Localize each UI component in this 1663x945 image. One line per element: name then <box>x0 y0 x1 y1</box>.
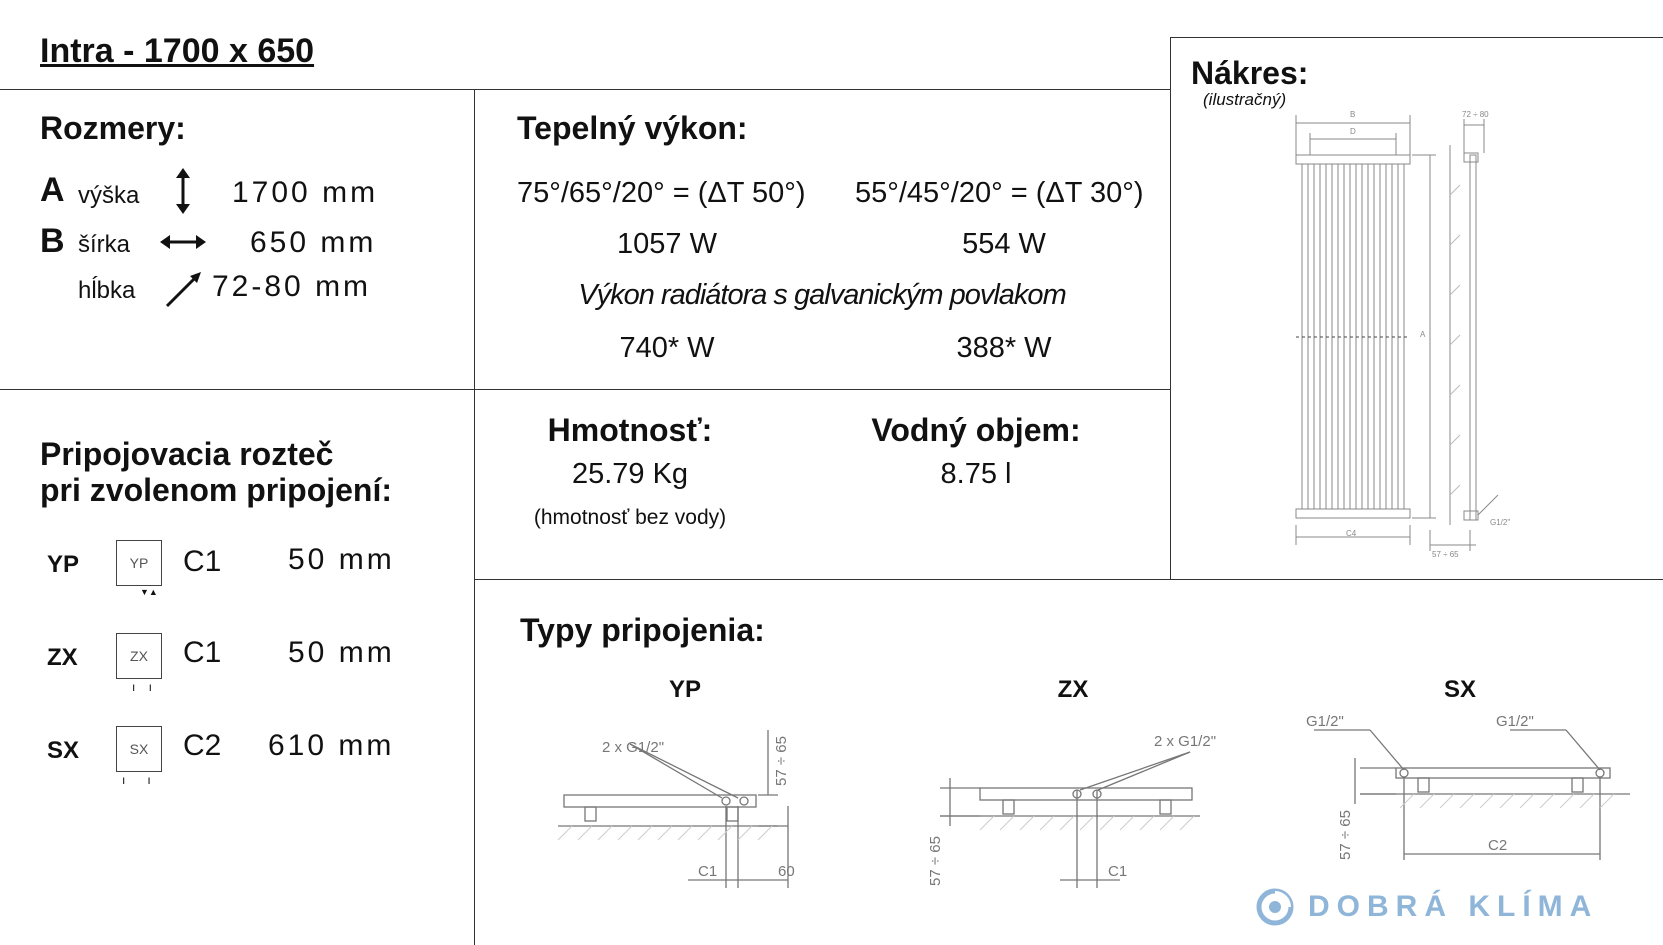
sx-thread-right-label: G1/2" <box>1496 713 1534 730</box>
thermal-col1-galvanic: 740* W <box>619 332 715 364</box>
galvanic-note: Výkon radiátora s galvanickým povlakom <box>578 279 1066 311</box>
type-name-zx: ZX <box>1057 676 1089 703</box>
spacing-code-sx: SX <box>47 737 80 764</box>
yp-connection-icon: YP <box>116 540 162 586</box>
zx-marks-icon: ı ı <box>132 680 158 694</box>
yp-thread-label: 2 x G1/2" <box>602 739 665 756</box>
type-name-yp: YP <box>668 676 701 703</box>
divider-lower <box>474 579 1663 580</box>
dim-value-height: 1700 mm <box>232 176 379 209</box>
logo-icon <box>1253 885 1297 929</box>
thermal-col2-galvanic: 388* W <box>956 332 1052 364</box>
spacing-value-zx: 50 mm <box>288 636 395 669</box>
drawing-label-thread: G1/2" <box>1490 518 1511 527</box>
sx-c-label: C2 <box>1488 837 1508 854</box>
thermal-col2-header: 55°/45°/20° = (ΔT 30°) <box>855 177 1144 209</box>
dim-letter-a: A <box>40 171 65 209</box>
spacing-c-zx: C1 <box>183 636 222 669</box>
sx-offset-label: 57 ÷ 65 <box>1337 810 1354 860</box>
dimensions-heading: Rozmery: <box>40 110 186 146</box>
divider-drawing-top <box>1170 37 1663 38</box>
divider-drawing-left <box>1170 37 1171 579</box>
zx-thread-label: 2 x G1/2" <box>1154 733 1217 750</box>
horizontal-arrow-icon <box>160 230 206 254</box>
drawing-label-c4: C4 <box>1346 529 1357 538</box>
type-name-sx: SX <box>1443 676 1476 703</box>
spacing-code-yp: YP <box>47 551 80 578</box>
drawing-subheading: (ilustračný) <box>1203 90 1287 109</box>
spacing-value-yp: 50 mm <box>288 543 395 576</box>
dim-value-depth: 72-80 mm <box>212 270 372 303</box>
dim-label-depth: hĺbka <box>78 277 136 304</box>
dim-label-height: výška <box>78 182 140 209</box>
yp-dist-label: 60 <box>778 863 795 880</box>
zx-connection-icon: ZX <box>116 633 162 679</box>
divider-top <box>0 89 1170 90</box>
thermal-col1-header: 75°/65°/20° = (ΔT 50°) <box>517 177 806 209</box>
drawing-label-b: B <box>1350 110 1356 119</box>
weight-value: 25.79 Kg <box>571 458 689 490</box>
spacing-code-zx: ZX <box>47 644 78 671</box>
water-heading: Vodný objem: <box>871 412 1081 448</box>
drawing-label-d: D <box>1350 127 1356 136</box>
yp-c-label: C1 <box>698 863 718 880</box>
drawing-label-depth: 72 ÷ 80 <box>1462 110 1489 119</box>
zx-c-label: C1 <box>1108 863 1128 880</box>
thermal-col2-value: 554 W <box>962 228 1046 260</box>
thermal-col1-value: 1057 W <box>617 228 717 260</box>
water-value: 8.75 l <box>940 458 1012 490</box>
diagonal-arrow-icon <box>163 270 203 310</box>
divider-mid <box>0 389 1170 390</box>
yp-diagram <box>548 720 828 900</box>
sx-marks-icon: ıı <box>122 773 173 787</box>
dim-value-width: 650 mm <box>250 226 377 259</box>
dim-letter-b: B <box>40 222 65 260</box>
sx-connection-icon: SX <box>116 726 162 772</box>
spacing-c-sx: C2 <box>183 729 222 762</box>
weight-heading: Hmotnosť: <box>547 412 713 448</box>
radiator-drawing <box>1280 105 1540 575</box>
weight-note: (hmotnosť bez vody) <box>533 506 727 529</box>
types-heading: Typy pripojenia: <box>520 612 765 648</box>
zx-diagram <box>920 720 1220 900</box>
spacing-c-yp: C1 <box>183 545 222 578</box>
sx-diagram <box>1300 710 1630 880</box>
sx-thread-left-label: G1/2" <box>1306 713 1344 730</box>
vertical-arrow-icon <box>170 168 196 214</box>
spacing-value-sx: 610 mm <box>268 729 395 762</box>
spacing-heading-line2: pri zvolenom pripojení: <box>40 472 393 508</box>
thermal-heading: Tepelný výkon: <box>517 110 748 146</box>
drawing-heading: Nákres: <box>1191 55 1309 91</box>
spacing-heading-line1: Pripojovacia rozteč <box>40 436 334 472</box>
dim-label-width: šírka <box>78 231 131 258</box>
page-title: Intra - 1700 x 650 <box>40 32 315 70</box>
divider-col <box>474 89 475 945</box>
zx-offset-label: 57 ÷ 65 <box>927 836 944 886</box>
drawing-label-a: A <box>1420 330 1426 339</box>
yp-arrows-icon: ▼▲ <box>140 587 158 597</box>
logo-text: DOBRÁ KLÍMA <box>1308 890 1599 923</box>
drawing-label-offset: 57 ÷ 65 <box>1432 550 1459 559</box>
yp-offset-label: 57 ÷ 65 <box>773 736 790 786</box>
